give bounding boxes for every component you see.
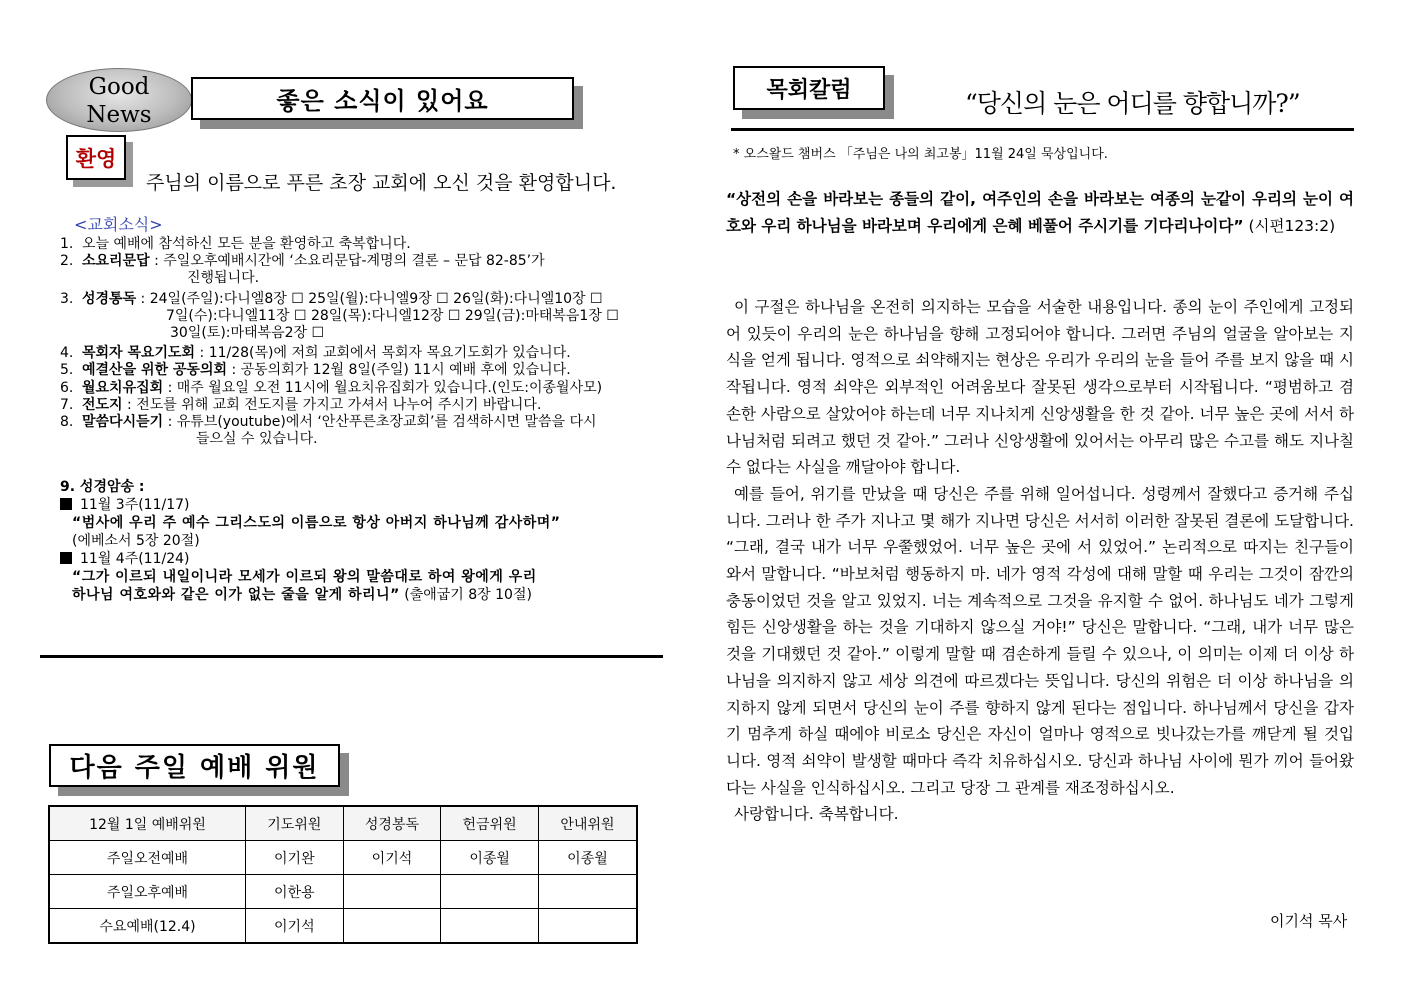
table-header-row [49,806,637,841]
welcome-tag: 환영 [66,135,126,180]
table-cell [538,909,637,944]
quote-text: “상전의 손을 바라보는 종들의 같이, 여주인의 손을 바라보는 여종의 눈같이 우리의 눈이 여호와 우리 하나님을 바라보며 우리에게 은혜 베풀어 주시기를 기다리나이다” [726,190,1354,235]
notice-item: 5. 예결산을 위한 공동의회 : 공동의회가 12월 8일(주일) 11시 예배 후에 있습니다. [60,362,571,379]
table-cell [343,875,441,909]
notice-heading: <교회소식> [74,215,163,234]
notice-item: 2. 소요리문답 : 주일오후예배시간에 ‘소요리문답-계명의 결론 – 문답 82-85’가 진행됩니다. [60,253,545,287]
week1-verse: “범사에 우리 주 예수 그리스도의 이름으로 항상 아버지 하나님께 감사하며” [72,515,561,531]
notice-item: 7. 전도지 : 전도를 위해 교회 전도지를 가지고 가셔서 나누어 주시기 바랍니다. [60,396,542,413]
column-quote [726,186,1354,240]
column-title: “당신의 눈은 어디를 향합니까?” [965,89,1300,118]
news-title: 좋은 소식이 있어요 [191,77,574,120]
table-cell [441,875,539,909]
memory-verse-section [60,478,561,604]
column-paragraph: 이 구절은 하나님을 온전히 의지하는 모습을 서술한 내용입니다. 종의 눈이 주인에게 고정되어 있듯이 우리의 눈은 하나님을 향해 고정되어야 합니다. 그러면 주님의 얼굴을 알아보는 지식을 얻게 됩니다. 영적으로 쇠약해지는 현상은 우리가 우리의 눈을 들어 주를 보지 않을 때 시작됩니다. 영적 쇠약은 외부적인 어려움보다 잘못된 생각으로부터 시작됩니다. “평범하고 겸손한 사람으로 살았어야 하는데 너무 지나치게 신앙생활을 한 것 같아. 너무 높은 곳에 서서 하나님처럼 되려고 했던 것 같아.” 그러나 신앙생활에 있어서는 아무리 많은 수고를 해도 지나칠 수 없다는 사실을 깨달아야 합니다. [726,298,1354,477]
divider [40,655,663,658]
quote-ref: (시편123:2) [1243,217,1336,235]
week2-ref: (출애굽기 8장 10절) [399,587,532,603]
week2-label: 11월 4주(11/24) [80,551,190,567]
table-cell [441,909,539,944]
column-paragraph: 사랑합니다. 축복합니다. [734,805,899,824]
week1-label: 11월 3주(11/17) [80,497,190,513]
column-tag: 목회칼럼 [733,66,885,110]
table-header: 헌금위원 [441,806,539,841]
notice-item: 6. 월요치유집회 : 매주 월요일 오전 11시에 월요치유집회가 있습니다.(인도:이종월사모) [60,379,603,396]
table-header: 안내위원 [538,806,637,841]
welcome-text: 주님의 이름으로 푸른 초장 교회에 오신 것을 환영합니다. [146,172,617,194]
table-header: 기도위원 [246,806,344,841]
notice-list [60,236,619,448]
column-signature: 이기석 목사 [1270,912,1348,930]
table-row [49,841,637,875]
good-news-badge [46,68,192,132]
week2-verse-line2: 하나님 여호와와 같은 이가 없는 줄을 알게 하리니” [72,587,400,603]
table-row [49,909,637,944]
notice-item: 1. 오늘 예배에 참석하신 모든 분을 환영하고 축복합니다. [60,236,411,252]
table-cell: 이기석 [246,909,344,944]
table-cell: 이기석 [343,841,441,875]
table-cell: 이종월 [538,841,637,875]
column-source: * 오스왈드 챔버스 「주님은 나의 최고봉」11월 24일 묵상입니다. [733,147,1108,162]
badge-line1: Good [88,74,150,100]
column-paragraph: 예를 들어, 위기를 만났을 때 당신은 주를 위해 일어섭니다. 성령께서 잘했다고 증거해 주십니다. 그러나 한 주가 지나고 몇 해가 지나면 당신은 서서히 이러한 잘못된 결론에 도달합니다. “그래, 결국 내가 너무 우쭐했었어. 너무 높은 곳에 서 있었어.” 논리적으로 따지는 친구들이 와서 말합니다. “바보처럼 행동하지 마. 네가 영적 각성에 대해 말할 때 우리는 그것이 잠깐의 충동이었던 것을 알고 있었지. 너는 계속적으로 그것을 유지할 수 없어. 하나님도 네가 그렇게 힘든 신앙생활을 하는 것을 기대하지 않으실 거야!” 당신은 말합니다. “그래, 내가 너무 많은 것을 기대했던 것 같아.” 이렇게 말할 때 겸손하게 들릴 수 있으나, 이 의미는 이제 더 이상 하나님을 의지하지 않고 세상 의견에 따르겠다는 뜻입니다. 당신의 위험은 더 이상 하나님을 의지하지 않게 되면서 당신의 눈이 주를 향하지 않게 된다는 점입니다. 하나님께서 당신을 갑자기 멈추게 하실 때에야 비로소 당신은 자신이 얼마나 영적으로 빗나갔는가를 깨닫게 될 것입니다. 영적 쇠약이 발생할 때마다 즉각 치유하십시오. 당신과 하나님 사이에 뭔가 끼어 들어왔다는 사실을 인식하십시오. 그리고 당장 그 관계를 재조정하십시오. [726,484,1354,797]
notice-item: 4. 목회자 목요기도회 : 11/28(목)에 저희 교회에서 목회자 목요기도회가 있습니다. [60,345,571,362]
table-header: 성경봉독 [343,806,441,841]
table-cell: 이종월 [441,841,539,875]
worship-title: 다음 주일 예배 위원 [49,744,340,787]
table-cell: 이한용 [246,875,344,909]
table-cell: 이기완 [246,841,344,875]
week2-verse-line1: “그가 이르되 내일이니라 모세가 이르되 왕의 말씀대로 하여 왕에게 우리 [72,569,537,585]
table-row [49,875,637,909]
worship-roster-table [48,805,638,944]
table-cell: 주일오후예배 [49,875,246,909]
table-cell: 주일오전예배 [49,841,246,875]
notice-item: 3. 성경통독 : 24일(주일):다니엘8장 ☐ 25일(월):다니엘9장 ☐ 26일(화):다니엘10장 ☐ 7일(수):다니엘11장 ☐ 28일(목):다니엘12장 ☐ 29일(금):마태복음1장 ☐ 30일(토):마태복음2장 ☐ [60,290,619,342]
column-body [726,294,1354,828]
memory-heading: 9. 성경암송 : [60,479,145,495]
divider [731,128,1354,131]
square-bullet-icon [60,498,72,510]
table-cell [538,875,637,909]
table-cell [343,909,441,944]
week1-ref: (에베소서 5장 20절) [72,533,200,549]
notice-item: 8. 말씀다시듣기 : 유튜브(youtube)에서 ‘안산푸른초장교회’를 검색하시면 말씀을 다시 들으실 수 있습니다. [60,414,597,448]
badge-line2: News [86,102,152,128]
table-header: 12월 1일 예배위원 [49,806,246,841]
table-cell: 수요예배(12.4) [49,909,246,944]
square-bullet-icon [60,552,72,564]
